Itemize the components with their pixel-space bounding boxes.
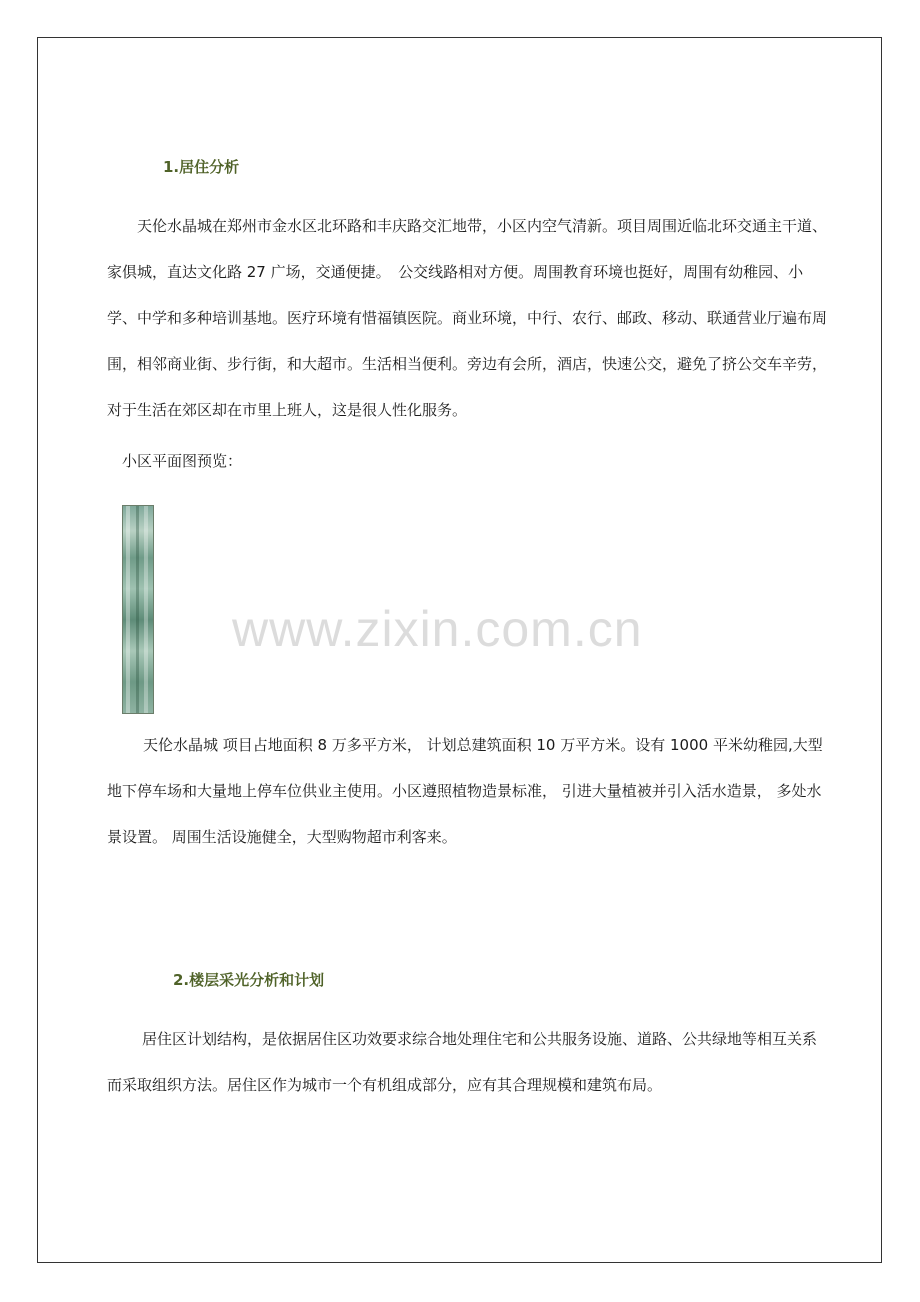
watermark: www.zixin.com.cn (232, 601, 643, 657)
section-1-heading: 1.居住分析 (163, 158, 240, 176)
section-1-paragraph-text: 天伦水晶城在郑州市金水区北环路和丰庆路交汇地带，小区内空气清新。项目周围近临北环交通主干道、家俱城，直达文化路 27 广场，交通便捷。 公交线路相对方便。周围教育环境也挺好，周围有幼稚园、小学、中学和多种培训基地。医疗环境有惜福镇医院。商业环境，中行、农行、邮政、移动、联通营业厅遍布周围，相邻商业街、步行街，和大超市。生活相当便利。旁边有会所，酒店，快速公交，避免了挤公交车辛劳，对于生活在郊区却在市里上班人，这是很人性化服务。 (107, 217, 828, 419)
plan-road (144, 506, 148, 713)
site-plan-image (122, 505, 154, 714)
section-2-heading: 2.楼层采光分析和计划 (173, 971, 325, 989)
section-1-paragraph-2-text: 天伦水晶城 项目占地面积 8 万多平方米， 计划总建筑面积 10 万平方米。设有 1000 平米幼稚园,大型地下停车场和大量地上停车位供业主使用。小区遵照植物造景标准， 引进大量植被并引入活水造景， 多处水景设置。 周围生活设施健全，大型购物超市利客来。 (107, 736, 823, 846)
section-2-paragraph (107, 1016, 827, 1108)
plan-building-row (136, 506, 139, 713)
section-1-paragraph (107, 203, 827, 433)
plan-road (126, 506, 130, 713)
site-plan-caption: 小区平面图预览： (122, 452, 243, 470)
section-1-paragraph-2 (107, 722, 827, 860)
section-2-paragraph-text: 居住区计划结构，是依据居住区功效要求综合地处理住宅和公共服务设施、道路、公共绿地等相互关系而采取组织方法。居住区作为城市一个有机组成部分，应有其合理规模和建筑布局。 (107, 1030, 818, 1094)
